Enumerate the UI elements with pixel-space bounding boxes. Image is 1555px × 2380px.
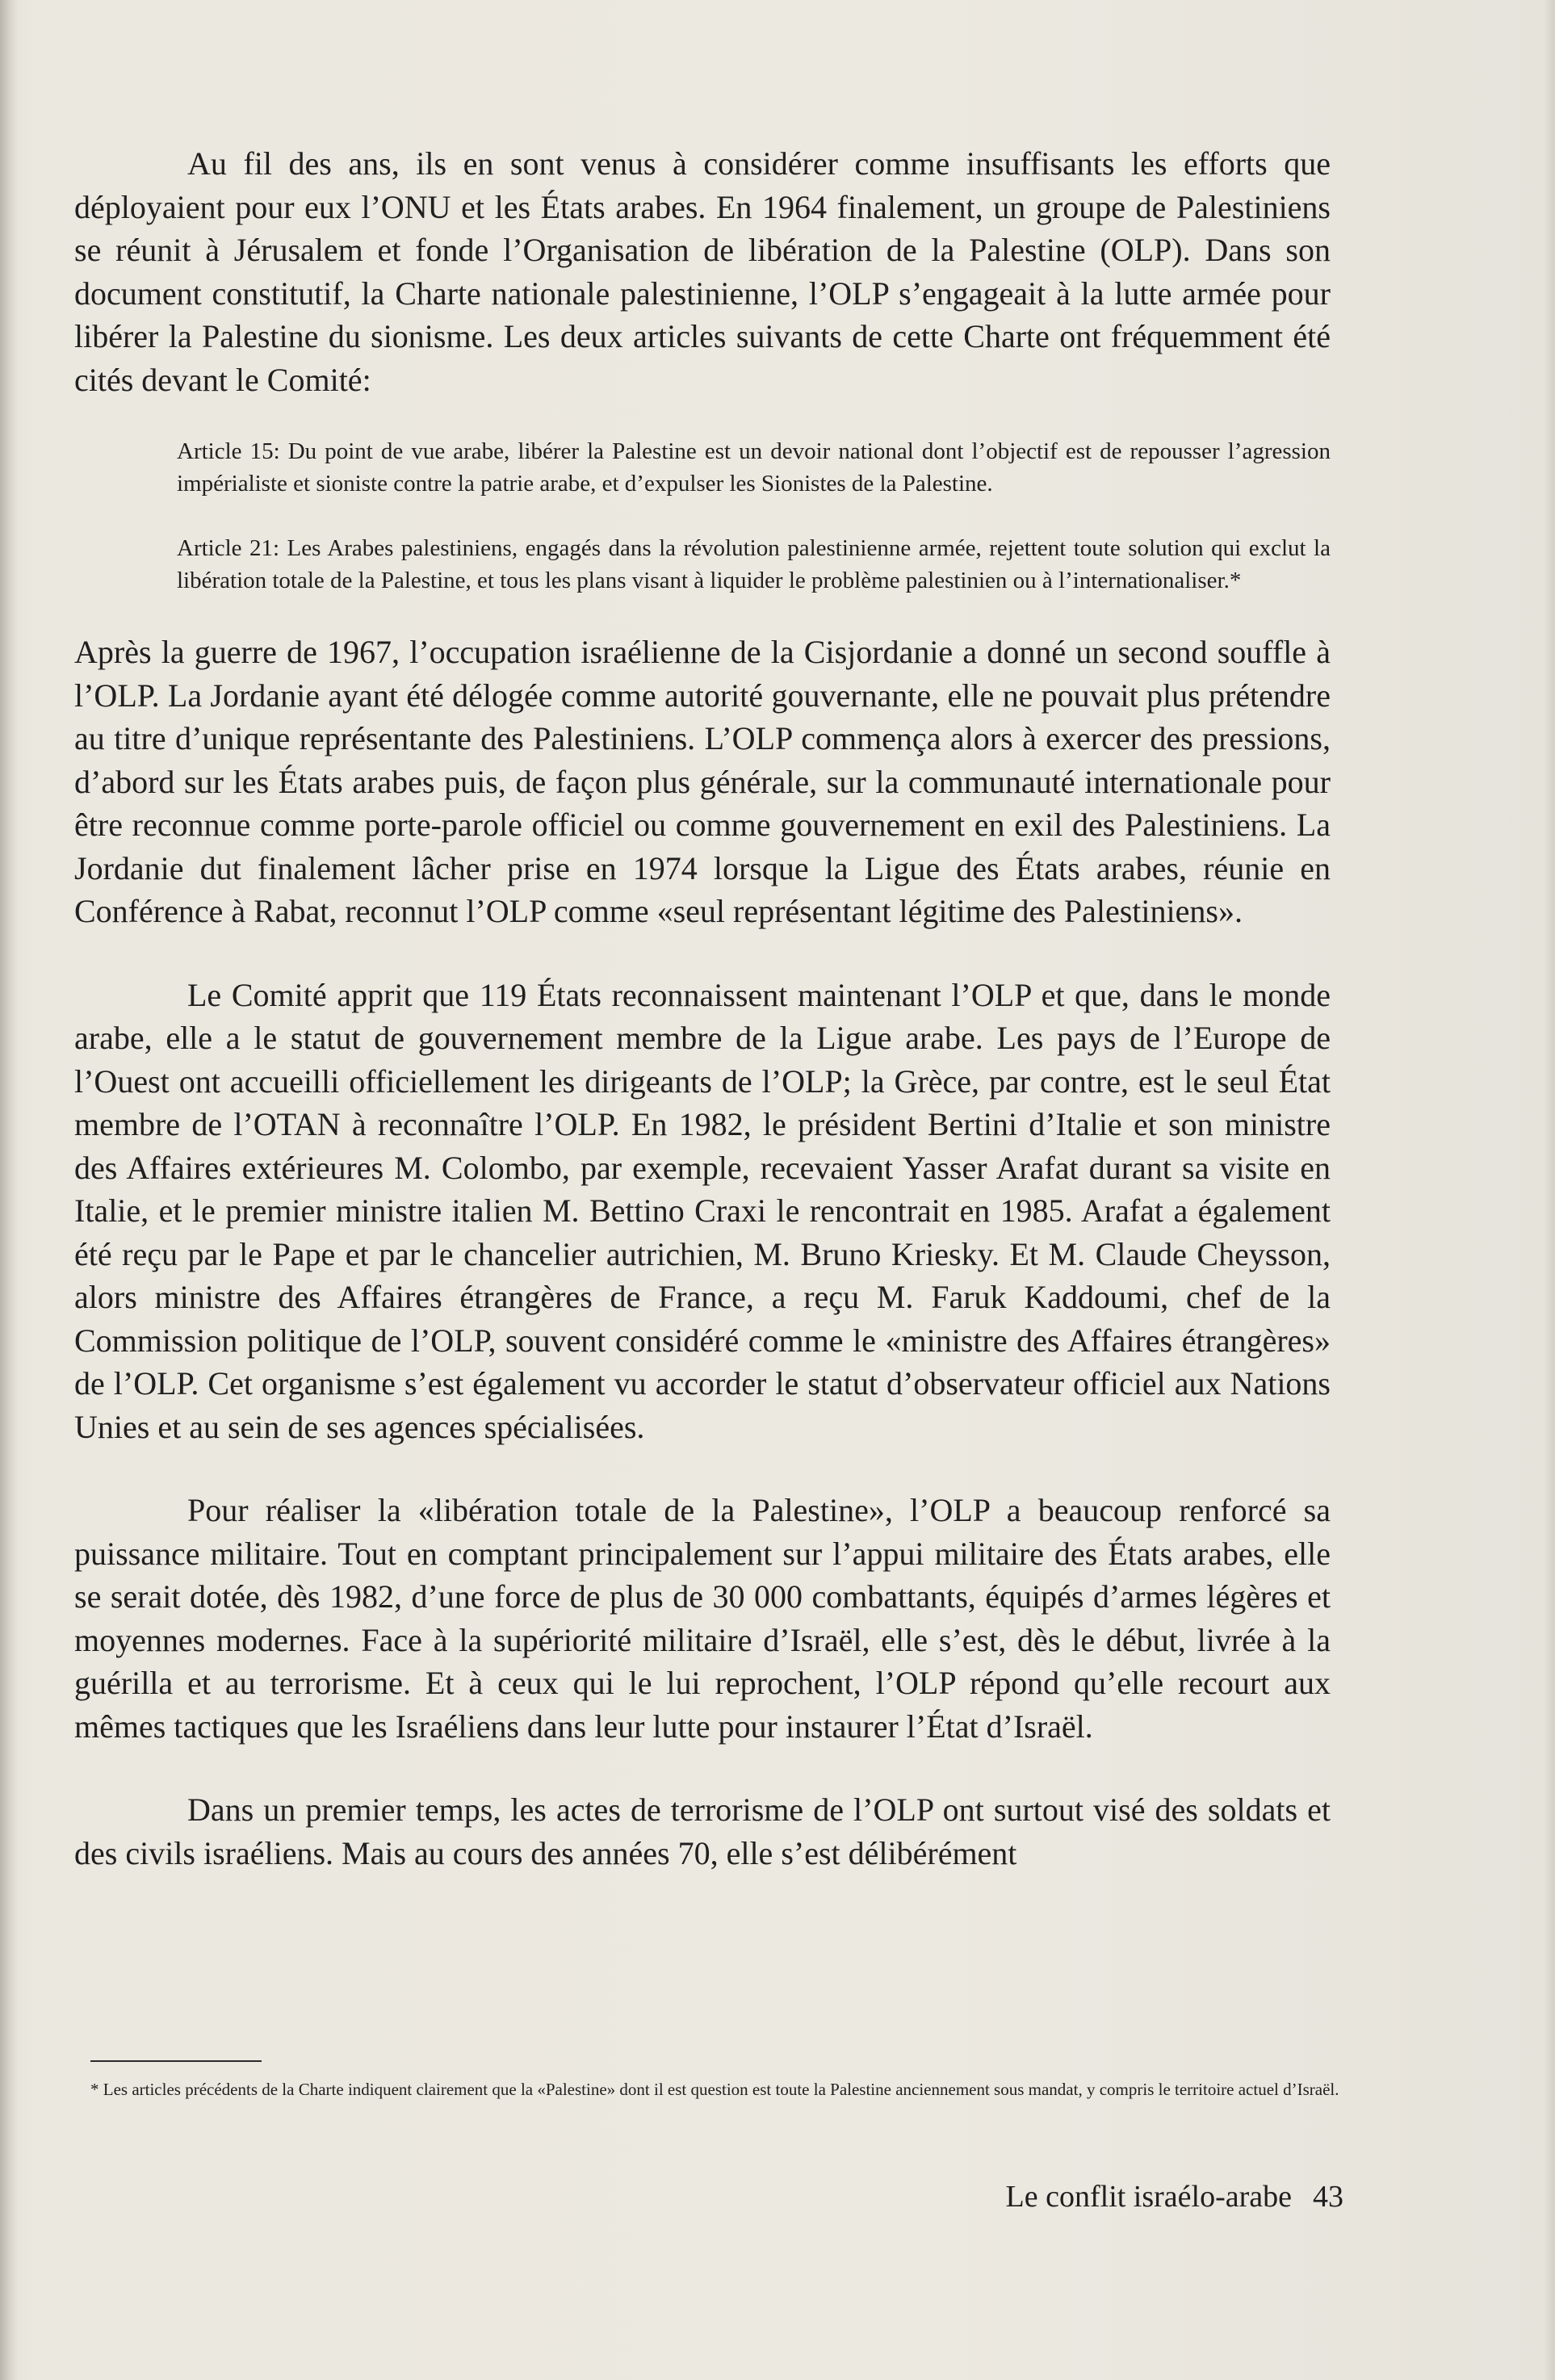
quote-article-21: Article 21: Les Arabes palestiniens, engagés dans la révolution palestinienne armée, rejettent toute solution qui exclut la libération totale de la Palestine, et tous les plans visant à liquider le problème palestinien ou à l’internationaliser.* xyxy=(177,535,1331,593)
page-edge-shadow xyxy=(1544,0,1555,2380)
running-title: Le conflit israélo-arabe xyxy=(1005,2180,1292,2214)
paragraph-3: Le Comité apprit que 119 États reconnaissent maintenant l’OLP et que, dans le monde arabe, elle a le statut de gouvernement membre de la Ligue arabe. Les pays de l’Europe de l’Ouest ont accueilli officiellement les dirigeants de l’OLP; la Grèce, par contre, est le seul État membre de l’OTAN à reconnaître l’OLP. En 1982, le président Bertini d’Italie et son ministre des Affaires extérieures M. Colombo, par exemple, recevaient Yasser Arafat durant sa visite en Italie, et le premier ministre italien M. Bettino Craxi le rencontrait en 1985. Arafat a également été reçu par le Pape et par le chancelier autrichien, M. Bruno Kriesky. Et M. Claude Cheysson, alors ministre des Affaires étrangères de France, a reçu M. Faruk Kaddoumi, chef de la Commission politique de l’OLP, souvent considéré comme le «ministre des Affaires étrangères» de l’OLP. Cet organisme s’est également vu accorder le statut d’observateur officiel aux Nations Unies et au sein de ses agences spécialisées. xyxy=(74,976,1331,1445)
page-number: 43 xyxy=(1313,2180,1343,2214)
binding-shadow xyxy=(0,0,18,2380)
paragraph-4: Pour réaliser la «libération totale de la Palestine», l’OLP a beaucoup renforcé sa puissance militaire. Tout en comptant principalement sur l’appui militaire des États arabes, elle se serait dotée, dès 1982, d’une force de plus de 30 000 combattants, équipés d’armes légères et moyennes modernes. Face à la supériorité militaire d’Israël, elle s’est, dès le début, livrée à la guérilla et au terrorisme. Et à ceux qui le lui reprochent, l’OLP répond qu’elle recourt aux mêmes tactiques que les Israéliens dans leur lutte pour instaurer l’État d’Israël. xyxy=(74,1492,1331,1745)
paragraph-5: Dans un premier temps, les actes de terrorisme de l’OLP ont surtout visé des soldats et des civils israéliens. Mais au cours des années 70, elle s’est délibérément xyxy=(74,1791,1331,1871)
main-text xyxy=(74,142,1331,1875)
page-footer xyxy=(807,2177,1343,2216)
paragraph-1: Au fil des ans, ils en sont venus à considérer comme insuffisants les efforts que déployaient pour eux l’ONU et les États arabes. En 1964 finalement, un groupe de Palestiniens se réunit à Jérusalem et fonde l’Organisation de libération de la Palestine (OLP). Dans son document constitutif, la Charte nationale palestinienne, l’OLP s’engageait à la lutte armée pour libérer la Palestine du sionisme. Les deux articles suivants de cette Charte ont fréquemment été cités devant le Comité: xyxy=(74,145,1331,398)
footnote: * Les articles précédents de la Charte indiquent clairement que la «Palestine» dont il est question est toute la Palestine anciennement sous mandat, y compris le territoire actuel d’Israël. xyxy=(90,2080,1339,2099)
paragraph-2: Après la guerre de 1967, l’occupation israélienne de la Cisjordanie a donné un second souffle à l’OLP. La Jordanie ayant été délogée comme autorité gouvernante, elle ne pouvait plus prétendre au titre d’unique représentante des Palestiniens. L’OLP commença alors à exercer des pressions, d’abord sur les États arabes puis, de façon plus générale, sur la communauté internationale pour être reconnue comme porte-parole officiel ou comme gouvernement en exil des Palestiniens. La Jordanie dut finalement lâcher prise en 1974 lorsque la Ligue des États arabes, réunie en Conférence à Rabat, reconnut l’OLP comme «seul représentant légitime des Palestiniens». xyxy=(74,634,1331,929)
quote-article-15: Article 15: Du point de vue arabe, libérer la Palestine est un devoir national dont l’objectif est de repousser l’agression impérialiste et sioniste contre la patrie arabe, et d’expulser les Sionistes de la Palestine. xyxy=(177,438,1331,497)
footnote-divider xyxy=(90,2060,262,2062)
